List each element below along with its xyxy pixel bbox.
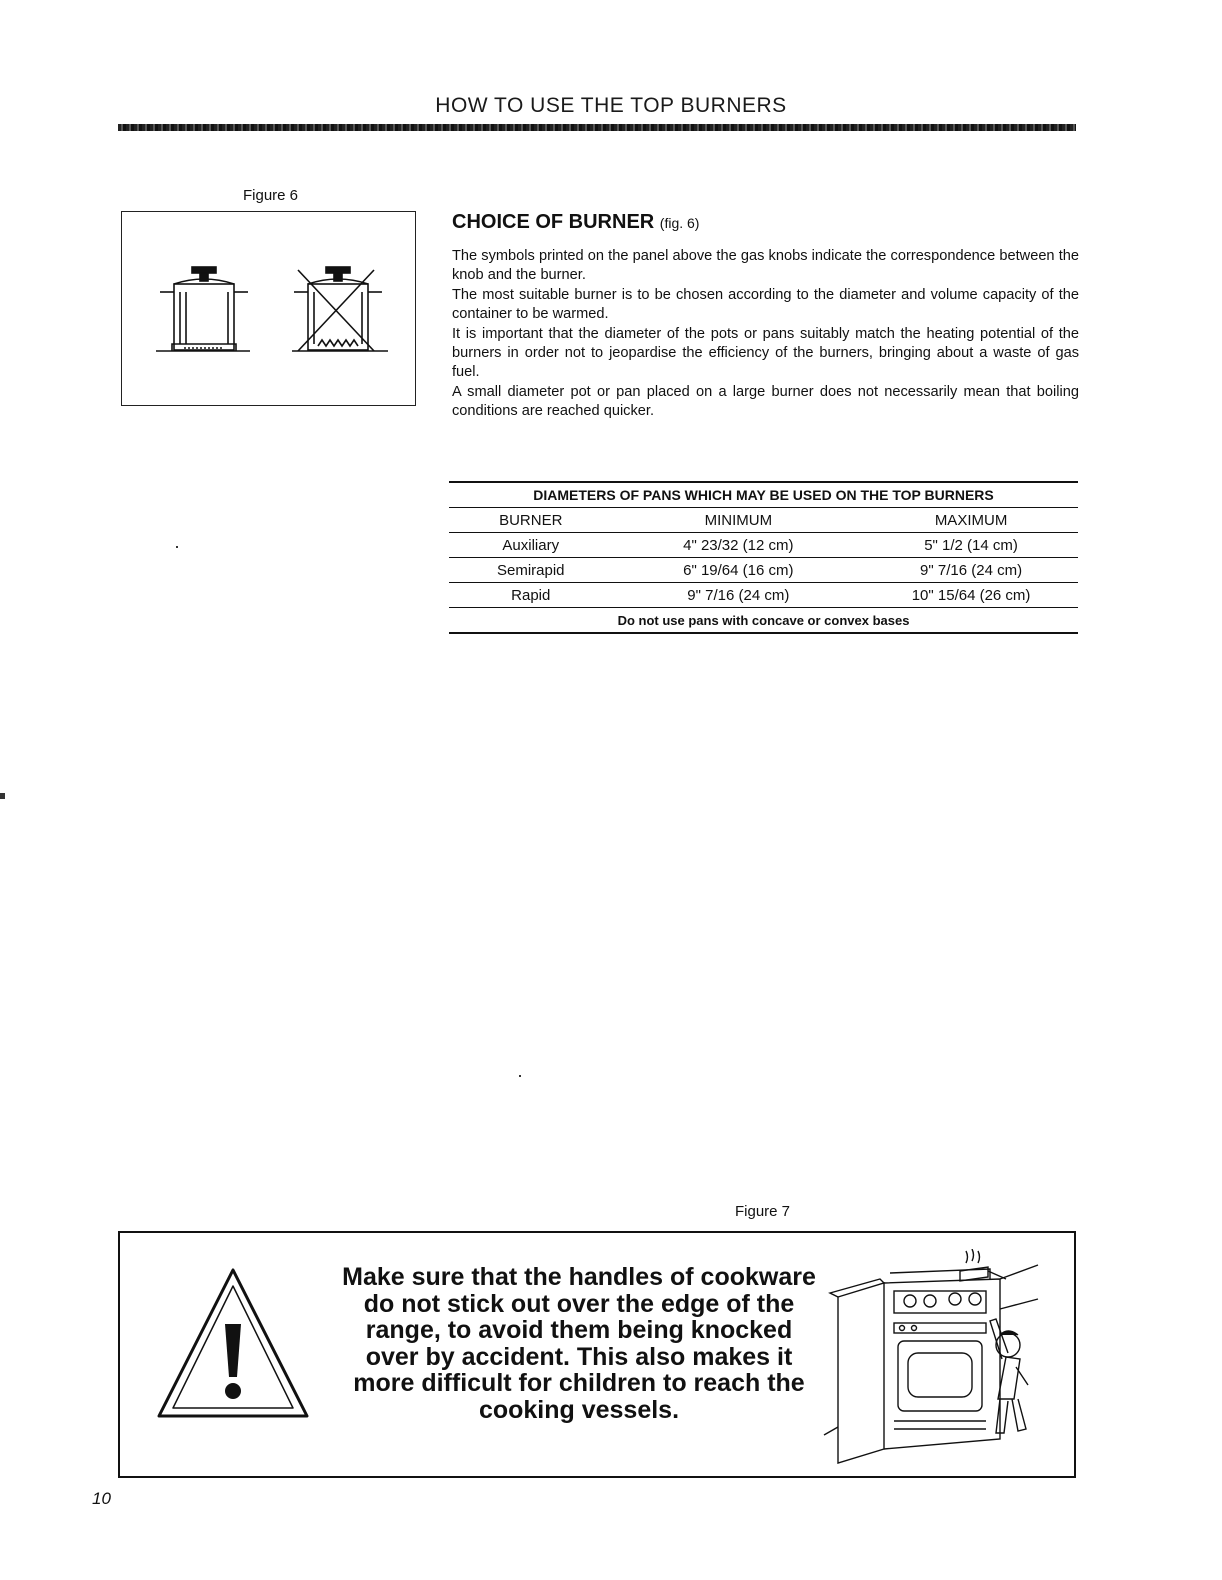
warning-line: over by accident. This also makes it	[365, 1342, 793, 1371]
table-cell: 4" 23/32 (12 cm)	[613, 533, 865, 558]
page-number: 10	[92, 1489, 111, 1508]
table-cell: 5" 1/2 (14 cm)	[864, 533, 1078, 558]
table-row	[449, 583, 1078, 608]
table-cell: Auxiliary	[449, 533, 613, 558]
pan-diameter-table	[449, 481, 1078, 634]
table-cell: 9" 7/16 (24 cm)	[613, 583, 865, 608]
table-header-burner: BURNER	[449, 508, 613, 533]
table-cell: 10" 15/64 (26 cm)	[864, 583, 1078, 608]
warning-triangle-icon	[153, 1262, 313, 1424]
table-caption: DIAMETERS OF PANS WHICH MAY BE USED ON THE TOP BURNERS	[449, 482, 1078, 508]
figure-6-illustration	[121, 211, 416, 406]
table-cell: 6" 19/64 (16 cm)	[613, 558, 865, 583]
pots-on-burners-icon	[122, 212, 417, 407]
warning-line: cooking vessels.	[478, 1395, 680, 1424]
scan-speck	[176, 546, 178, 548]
table-footnote: Do not use pans with concave or convex bases	[449, 608, 1078, 634]
table-header-minimum: MINIMUM	[613, 508, 865, 533]
warning-line: do not stick out over the edge of the	[363, 1289, 795, 1318]
section-title	[452, 211, 699, 234]
body-paragraph: The symbols printed on the panel above the gas knobs indicate the correspondence between the knob and the burner.	[452, 248, 1079, 284]
table-cell: Rapid	[449, 583, 613, 608]
section-title-figure-ref: (fig. 6)	[659, 215, 700, 231]
warning-line: range, to avoid them being knocked	[365, 1316, 793, 1344]
warning-line: more difficult for children to reach the	[353, 1369, 805, 1397]
range-with-child-illustration	[810, 1249, 1045, 1467]
body-paragraph: The most suitable burner is to be chosen according to the diameter and volume capacity of the container to be warmed.	[452, 286, 1079, 323]
scan-speck	[519, 1075, 521, 1077]
section-body	[452, 247, 1079, 422]
table-header-maximum: MAXIMUM	[864, 508, 1078, 533]
table-cell: Semirapid	[449, 558, 613, 583]
table-cell: 9" 7/16 (24 cm)	[864, 558, 1078, 583]
header-rule	[118, 124, 1076, 131]
body-paragraph: A small diameter pot or pan placed on a large burner does not necessarily mean that boiling conditions are reached quicker.	[452, 383, 1079, 420]
table-row	[449, 533, 1078, 558]
figure-7-caption: Figure 7	[735, 1203, 791, 1220]
page-header-title: HOW TO USE THE TOP BURNERS	[435, 94, 787, 117]
table-row	[449, 558, 1078, 583]
warning-message	[320, 1264, 838, 1423]
section-title-text: CHOICE OF BURNER	[452, 211, 655, 233]
scan-speck	[0, 793, 5, 799]
body-paragraph: It is important that the diameter of the pots or pans suitably match the heating potential of the burners in order not to jeopardise the efficiency of the burners, bringing about a waste of gas fuel.	[452, 325, 1079, 381]
warning-line: Make sure that the handles of cookware	[342, 1263, 816, 1291]
figure-6-caption: Figure 6	[243, 187, 299, 204]
